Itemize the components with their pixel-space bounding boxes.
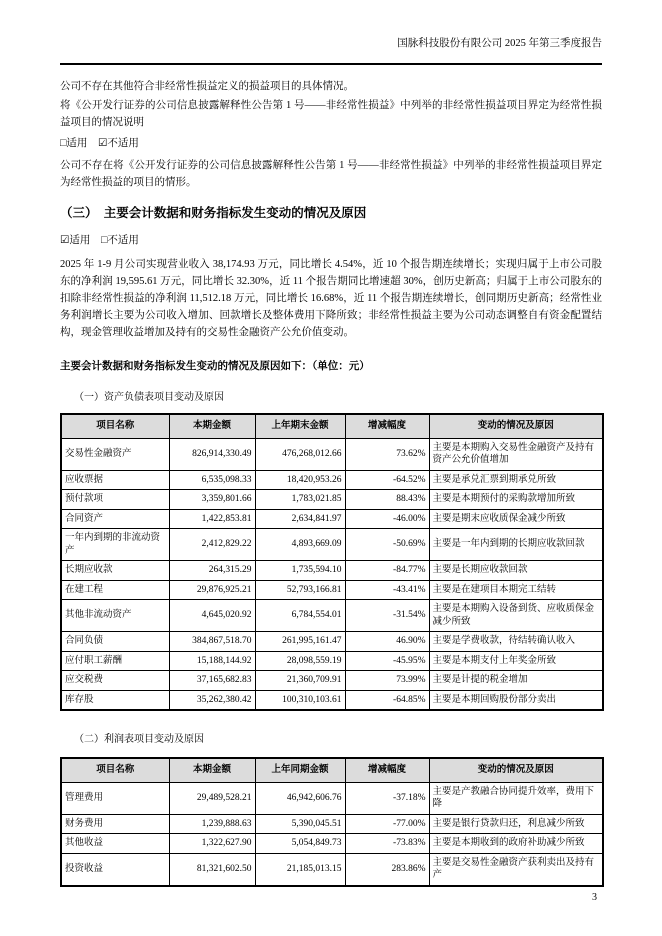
table-cell: 3,359,801.66 <box>169 490 255 510</box>
table-cell: 826,914,330.49 <box>169 438 255 470</box>
table-cell: 384,867,518.70 <box>169 632 255 652</box>
table-cell: 5,390,045.51 <box>255 814 345 834</box>
table-cell: 1,322,627.90 <box>169 834 255 854</box>
table-row <box>61 671 603 691</box>
table-cell: 主要是计提的税金增加 <box>429 671 603 691</box>
table-cell: 合同负债 <box>61 632 169 652</box>
table-cell: 73.99% <box>345 671 429 691</box>
column-header: 本期金额 <box>169 414 255 438</box>
table-cell: 主要是承兑汇票到期承兑所致 <box>429 470 603 490</box>
table-row <box>61 853 603 886</box>
document-header-title: 国脉科技股份有限公司 2025 年第三季度报告 <box>397 38 602 49</box>
table-cell: 21,360,709.91 <box>255 671 345 691</box>
table-row <box>61 782 603 814</box>
table-row <box>61 632 603 652</box>
tables-intro-line: 主要会计数据和财务指标发生变动的情况及原因如下：（单位：元） <box>60 361 370 372</box>
table-cell: 应交税费 <box>61 671 169 691</box>
applicability-line-2 <box>60 233 602 249</box>
column-header: 增减幅度 <box>345 758 429 782</box>
table-cell: 21,185,013.15 <box>255 853 345 886</box>
column-header: 上年期末金额 <box>255 414 345 438</box>
table-row <box>61 470 603 490</box>
table-cell: 主要是本期回购股份部分卖出 <box>429 690 603 710</box>
table-cell: 交易性金融资产 <box>61 438 169 470</box>
table-cell: 主要是期末应收质保金减少所致 <box>429 509 603 529</box>
table-cell: 在建工程 <box>61 580 169 600</box>
table-cell: -45.95% <box>345 651 429 671</box>
table-cell: 81,321,602.50 <box>169 853 255 886</box>
table-cell: 2,634,841.97 <box>255 509 345 529</box>
column-header: 本期金额 <box>169 758 255 782</box>
paragraph-nonrecurring-note: 公司不存在其他符合非经常性损益定义的损益项目的具体情况。 <box>60 81 354 92</box>
table-cell: 5,054,849.73 <box>255 834 345 854</box>
table-row <box>61 490 603 510</box>
paragraph-no-reclassification: 公司不存在将《公开发行证券的公司信息披露解释性公告第 1 号——非经常性损益》中列举的非经常性损益项目界定为经常性损益的项目的情形。 <box>60 160 602 188</box>
checkbox-checked-not-applicable: ☑不适用 <box>97 138 139 149</box>
table-cell: -37.18% <box>345 782 429 814</box>
table-cell: 主要是在建项目本期完工结转 <box>429 580 603 600</box>
table-row <box>61 814 603 834</box>
table-cell: 库存股 <box>61 690 169 710</box>
table-cell: -64.85% <box>345 690 429 710</box>
table-cell: -73.83% <box>345 834 429 854</box>
table-cell: 主要是本期收到的政府补助减少所致 <box>429 834 603 854</box>
table-row <box>61 529 603 561</box>
table-cell: 18,420,953.26 <box>255 470 345 490</box>
table-cell: -64.52% <box>345 470 429 490</box>
table-cell: 主要是一年内到期的长期应收款回款 <box>429 529 603 561</box>
table-cell: 2,412,829.22 <box>169 529 255 561</box>
table-cell: -31.54% <box>345 600 429 632</box>
table-cell: -46.00% <box>345 509 429 529</box>
table-cell: 主要是学费收款，待结转确认收入 <box>429 632 603 652</box>
table-cell: 预付款项 <box>61 490 169 510</box>
table-head <box>61 414 603 438</box>
table-cell: 476,268,012.66 <box>255 438 345 470</box>
paragraph-financial-summary: 2025 年 1-9 月公司实现营业收入 38,174.93 万元，同比增长 4.54%，近 10 个报告期连续增长；实现归属于上市公司股东的净利润 19,595.61 万元，同比增长 32.30%，近 11 个报告期同比增速超 30%，创历史新高；归属于上市公司股东的扣除非经常性损益的净利润 11,512.18 万元，同比增长 16.68%，近 11 个报告期连续增长，创同期历史新高；经常性业务利润增长主要为公司收入增加、回款增长及整体费用下降所致；非经常性损益主要为公司动态调整自有资金配置结构，现金管理收益增加及持有的交易性金融资产公允价值变动。 <box>60 259 602 338</box>
checkbox-checked-applicable: ☑适用 <box>60 235 91 246</box>
table-cell: -43.41% <box>345 580 429 600</box>
table-cell: 1,239,888.63 <box>169 814 255 834</box>
table-cell: 283.86% <box>345 853 429 886</box>
table-cell: 46,942,606.76 <box>255 782 345 814</box>
table-cell: 其他非流动资产 <box>61 600 169 632</box>
table-cell: -84.77% <box>345 561 429 581</box>
table-cell: 主要是本期预付的采购款增加所致 <box>429 490 603 510</box>
table-cell: 73.62% <box>345 438 429 470</box>
table-cell: 100,310,103.61 <box>255 690 345 710</box>
table-row <box>61 580 603 600</box>
table-row <box>61 834 603 854</box>
applicability-line-1 <box>60 136 602 152</box>
table-cell: 主要是本期购入设备到货、应收质保金减少所致 <box>429 600 603 632</box>
balance-sheet-change-table <box>60 413 604 711</box>
table-cell: 264,315.29 <box>169 561 255 581</box>
table-cell: 主要是产教融合协同提升效率，费用下降 <box>429 782 603 814</box>
table-cell: 1,735,594.10 <box>255 561 345 581</box>
table-cell: 1,422,853.81 <box>169 509 255 529</box>
subtitle-income-statement: （二）利润表项目变动及原因 <box>74 734 204 745</box>
column-header: 项目名称 <box>61 414 169 438</box>
table-cell: 6,784,554.01 <box>255 600 345 632</box>
table-row <box>61 690 603 710</box>
table-cell: 6,535,098.33 <box>169 470 255 490</box>
table-cell: 其他收益 <box>61 834 169 854</box>
table-cell: 15,188,144.92 <box>169 651 255 671</box>
table-cell: 29,489,528.21 <box>169 782 255 814</box>
column-header: 增减幅度 <box>345 414 429 438</box>
table-cell: 应付职工薪酬 <box>61 651 169 671</box>
column-header: 变动的情况及原因 <box>429 758 603 782</box>
table-cell: -50.69% <box>345 529 429 561</box>
subtitle-balance-sheet: （一）资产负债表项目变动及原因 <box>74 392 224 403</box>
table-cell: 管理费用 <box>61 782 169 814</box>
table-cell: 261,995,161.47 <box>255 632 345 652</box>
table-cell: 财务费用 <box>61 814 169 834</box>
checkbox-unchecked-not-applicable: □不适用 <box>101 235 139 246</box>
income-statement-change-table <box>60 757 604 887</box>
section-heading: （三） 主要会计数据和财务指标发生变动的情况及原因 <box>60 206 367 220</box>
table-cell: 4,893,669.09 <box>255 529 345 561</box>
table-body <box>61 782 603 886</box>
paragraph-definition-statement: 将《公开发行证券的公司信息披露解释性公告第 1 号——非经常性损益》中列举的非经常性损益项目界定为经常性损益项目的情况说明 <box>60 100 602 128</box>
table-row <box>61 600 603 632</box>
table-header-row <box>61 758 603 782</box>
table-cell: 46.90% <box>345 632 429 652</box>
table-cell: 应收票据 <box>61 470 169 490</box>
checkbox-unchecked-applicable: □适用 <box>60 138 88 149</box>
table-cell: 4,645,020.92 <box>169 600 255 632</box>
table-cell: 主要是交易性金融资产获利卖出及持有产 <box>429 853 603 886</box>
table-cell: -77.00% <box>345 814 429 834</box>
table-header-row <box>61 414 603 438</box>
table-row <box>61 438 603 470</box>
table-row <box>61 561 603 581</box>
column-header: 项目名称 <box>61 758 169 782</box>
table-cell: 52,793,166.81 <box>255 580 345 600</box>
table-cell: 1,783,021.85 <box>255 490 345 510</box>
page-number: 3 <box>592 891 597 903</box>
table-cell: 35,262,380.42 <box>169 690 255 710</box>
table-body <box>61 438 603 710</box>
table-cell: 一年内到期的非流动资产 <box>61 529 169 561</box>
table-cell: 88.43% <box>345 490 429 510</box>
header-divider <box>60 63 602 65</box>
table-cell: 37,165,682.83 <box>169 671 255 691</box>
column-header: 上年同期金额 <box>255 758 345 782</box>
column-header: 变动的情况及原因 <box>429 414 603 438</box>
table-cell: 长期应收款 <box>61 561 169 581</box>
table-cell: 主要是本期购入交易性金融资产及持有资产公允价值增加 <box>429 438 603 470</box>
table-cell: 主要是本期支付上年奖金所致 <box>429 651 603 671</box>
table-cell: 29,876,925.21 <box>169 580 255 600</box>
table-row <box>61 509 603 529</box>
table-cell: 合同资产 <box>61 509 169 529</box>
table-cell: 主要是长期应收款回款 <box>429 561 603 581</box>
table-head <box>61 758 603 782</box>
table-cell: 28,098,559.19 <box>255 651 345 671</box>
table-row <box>61 651 603 671</box>
table-cell: 主要是银行贷款归还，利息减少所致 <box>429 814 603 834</box>
table-cell: 投资收益 <box>61 853 169 886</box>
